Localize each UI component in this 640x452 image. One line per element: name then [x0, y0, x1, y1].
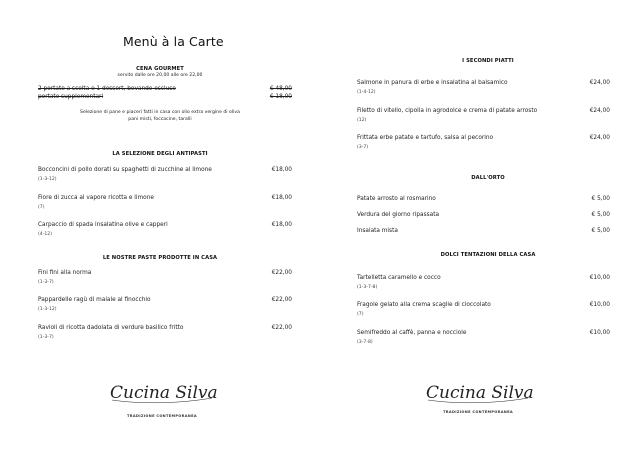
menu-item-price: €24,00: [589, 80, 610, 86]
menu-item-name: Frittata erbe patate e tartufo, salsa al pecorino: [357, 135, 494, 141]
section-heading-antipasti: LA SELEZIONE DEGLI ANTIPASTI: [112, 151, 208, 157]
menu-item-price: € 5,00: [591, 228, 610, 234]
section-heading-orto: DALL'ORTO: [471, 175, 505, 181]
section-heading-dolci: DOLCI TENTAZIONI DELLA CASA: [440, 252, 536, 258]
menu-item-allergens: (7): [38, 205, 45, 210]
menu-item-name: Semifreddo al caffè, panna e nocciole: [357, 330, 467, 336]
gourmet-note: pani misti, foccacine, taralli: [128, 117, 192, 122]
menu-item-name: Fini fini alla norma: [38, 270, 92, 276]
menu-item-name: Fiore di zucca al vapore ricotta e limone: [38, 195, 154, 201]
menu-item-allergens: (1-3-7-8): [357, 285, 378, 290]
menu-item-allergens: (7): [357, 312, 364, 317]
menu-item-name: Ravioli di ricotta dadolata di verdure basilico fritto: [38, 325, 184, 331]
menu-item-price: €10,00: [589, 330, 610, 336]
menu-item-allergens: (1-3-12): [38, 307, 57, 312]
menu-item-allergens: (1-4-12): [357, 90, 376, 95]
section-heading-secondi: I SECONDI PIATTI: [462, 58, 514, 64]
gourmet-line-price: € 18,00: [269, 94, 292, 100]
menu-item-name: Salmone in panura di erbe e insalatina al balsamico: [357, 80, 508, 86]
menu-item-name: Insalata mista: [357, 228, 398, 234]
menu-item-name: Filetto di vitello, cipolla in agrodolce e crema di patate arrosto: [357, 108, 538, 114]
logo-tagline: TRADIZIONE CONTEMPORANEA: [127, 414, 197, 418]
logo-wordmark: Cucina Silva: [426, 383, 534, 403]
gourmet-line-name: portate supplementari: [38, 94, 104, 100]
menu-item-price: €10,00: [589, 302, 610, 308]
section-heading-paste: LE NOSTRE PASTE PRODOTTE IN CASA: [102, 255, 218, 261]
logo-wordmark: Cucina Silva: [110, 383, 218, 403]
menu-item-allergens: (4-12): [38, 232, 53, 237]
menu-item-price: € 5,00: [591, 196, 610, 202]
menu-page-right: [320, 0, 640, 452]
menu-item-price: €24,00: [589, 108, 610, 114]
logo-tagline: TRADIZIONE CONTEMPORANEA: [443, 410, 513, 414]
menu-item-price: € 5,00: [591, 212, 610, 218]
menu-item-allergens: (1-3-7): [38, 335, 54, 340]
menu-item-price: €24,00: [589, 135, 610, 141]
gourmet-line-name: 2 portate a scelta e 1 dessert, bevande escluse: [38, 86, 176, 92]
menu-item-name: Tartelletta caramello e cocco: [357, 275, 441, 281]
gourmet-note: Selezione di pane e piaceri fatti in casa con olio extra vergine di oliva: [80, 110, 240, 115]
menu-item-price: €22,00: [271, 270, 292, 276]
cucina-silva-logo: [424, 378, 534, 406]
section-heading-gourmet: CENA GOURMET: [136, 66, 184, 72]
gourmet-line-price: € 48,00: [269, 86, 292, 92]
menu-item-allergens: (1-3-12): [38, 177, 57, 182]
menu-item-price: €18,00: [271, 167, 292, 173]
page-title: Menù à la Carte: [123, 34, 224, 49]
menu-item-name: Fragole gelato alla crema scaglie di cioccolato: [357, 302, 491, 308]
menu-item-name: Bocconcini di pollo dorati su spaghetti di zucchine al limone: [38, 167, 212, 173]
menu-item-price: €18,00: [271, 222, 292, 228]
menu-item-name: Carpaccio di spada insalatina olive e capperi: [38, 222, 168, 228]
menu-item-name: Verdura del giorno ripassata: [357, 212, 440, 218]
gourmet-subtitle: servito dalle ore 20,00 alle ore 22,00: [117, 73, 203, 78]
menu-item-name: Pappardelle ragù di maiale al finocchio: [38, 297, 151, 303]
cucina-silva-logo: [108, 378, 218, 406]
menu-item-price: €18,00: [271, 195, 292, 201]
menu-item-price: €22,00: [271, 325, 292, 331]
menu-item-price: €22,00: [271, 297, 292, 303]
menu-item-allergens: (3-7): [357, 145, 369, 150]
menu-item-name: Patate arrosto al rosmarino: [357, 196, 436, 202]
menu-item-allergens: (12): [357, 118, 367, 123]
menu-item-allergens: (3-7-8): [357, 340, 373, 345]
menu-item-price: €10,00: [589, 275, 610, 281]
menu-item-allergens: (1-3-7): [38, 280, 54, 285]
